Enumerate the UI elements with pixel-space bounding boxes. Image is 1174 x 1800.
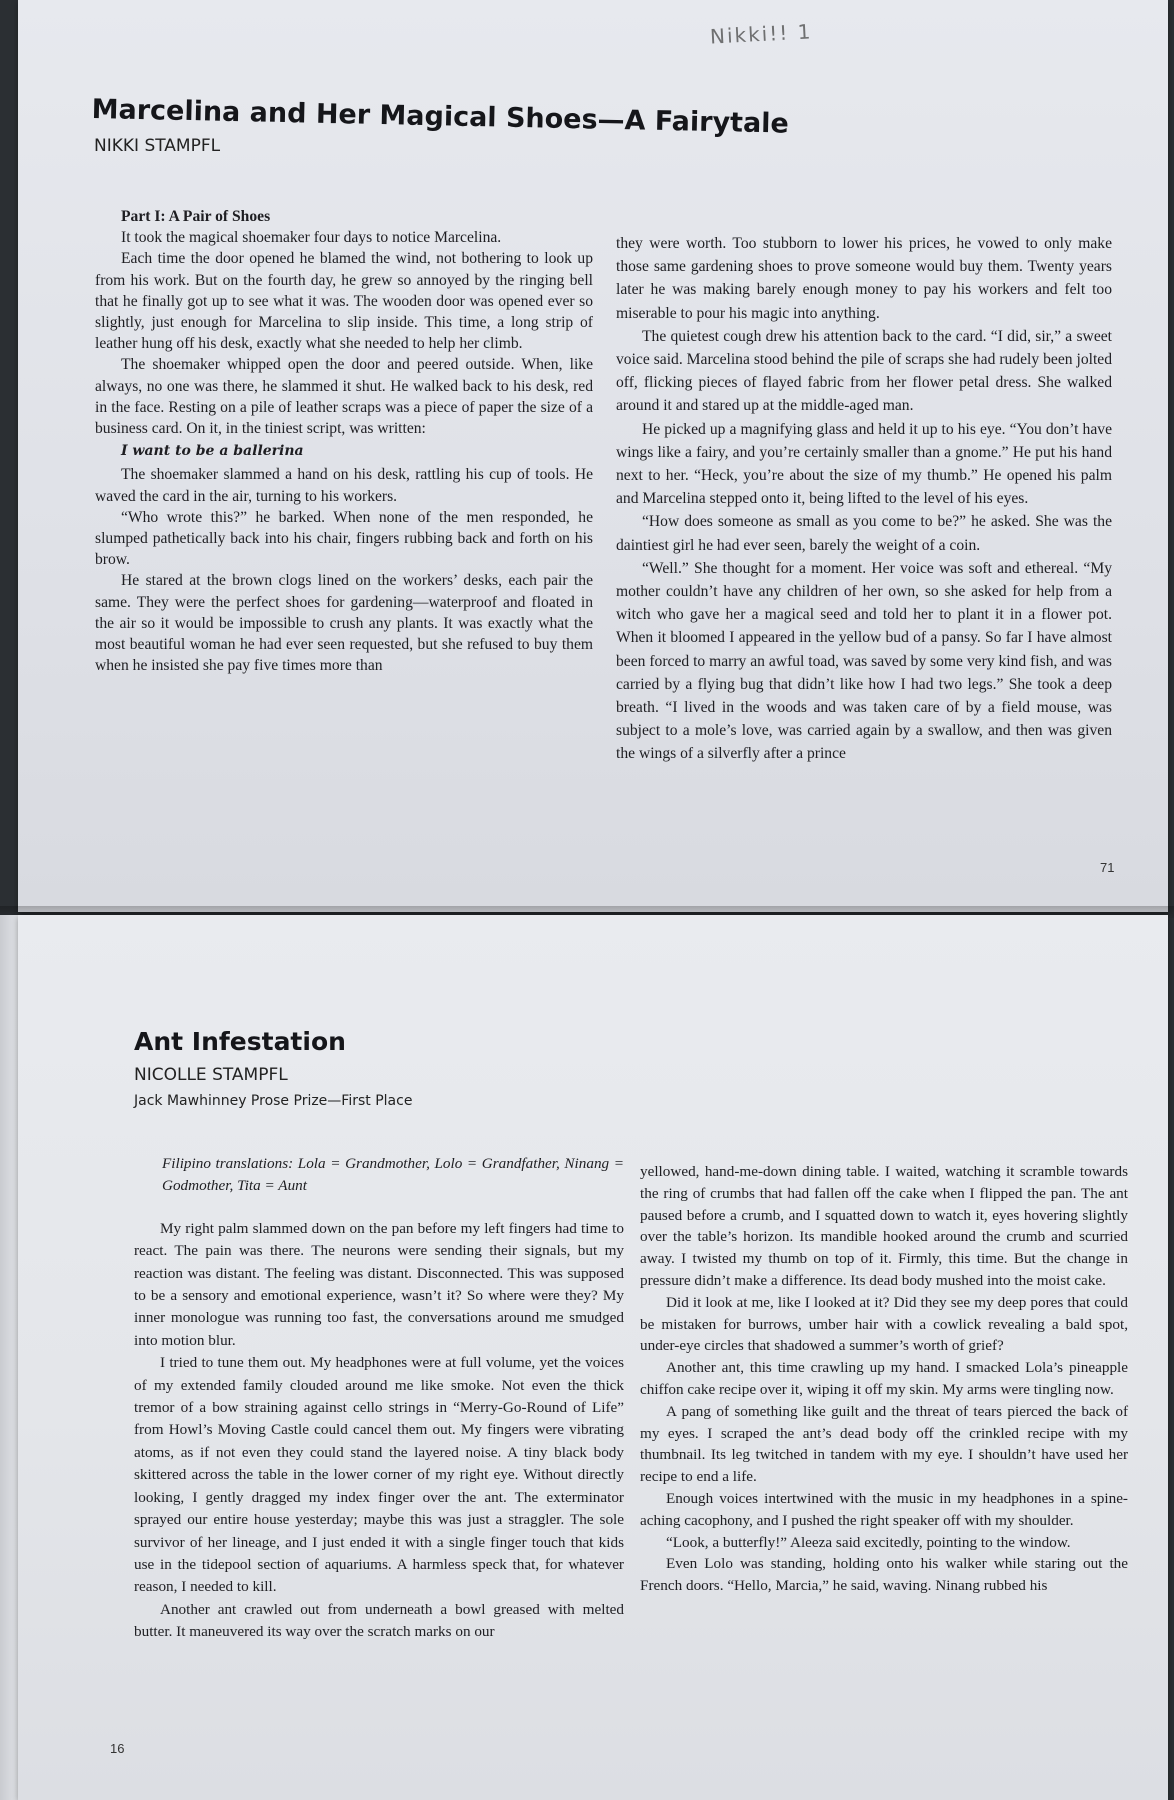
paragraph: Each time the door opened he blamed the wind, not bothering to look up from his work. But on the fourth day, he grew so annoyed by the ringing bell that he finally got up to see what it was. The wooden door was opened ever so slightly, just enough for Marcelina to slip inside. This time, a long strip of leather hung off his desk, exactly what she needed to help her climb. (95, 250, 593, 353)
handwritten-script-line: I want to be a ballerina (121, 443, 304, 460)
text-column-left (95, 206, 593, 676)
prize-subtitle: Jack Mawhinney Prose Prize—First Place (134, 1093, 413, 1109)
handwritten-note: Nikki!! 1 (709, 19, 813, 49)
paragraph: The quietest cough drew his attention back to the card. “I did, sir,” a sweet voice said. Marcelina stood behind the pile of scraps she had rudely been jolted off, flicking pieces of flayed fabric from her flower petal dress. She walked around it and stared up at the middle-aged man. (616, 327, 1112, 415)
translation-note: Filipino translations: Lola = Grandmother, Lolo = Grandfather, Ninang = Godmother, Tita = Aunt (162, 1155, 624, 1195)
paragraph: “How does someone as small as you come to be?” he asked. She was the daintiest girl he had ever seen, barely the weight of a coin. (616, 513, 1112, 554)
text-column-left (134, 1153, 624, 1644)
paragraph: A pang of something like guilt and the threat of tears pierced the back of my eyes. I scraped the ant’s dead body off the crinkled recipe with my thumbnail. Its leg twitched in tandem with my eye. I shouldn’t have used her recipe to end a life. (640, 1402, 1128, 1486)
paragraph: Another ant, this time crawling up my hand. I smacked Lola’s pineapple chiffon cake recipe over it, wiping it off my skin. My arms were tingling now. (640, 1359, 1128, 1398)
story-author: NIKKI STAMPFL (94, 136, 221, 156)
paragraph: My right palm slammed down on the pan before my left fingers had time to react. The pain was there. The neurons were sending their signals, but my reaction was distant. The feeling was distant. Disconnected. This was supposed to be a sensory and emotional experience, wasn’t it? So where were they? My inner monologue was running too fast, the conversations around me smudged into motion blur. (134, 1219, 624, 1349)
paragraph: The shoemaker whipped open the door and peered outside. When, like always, no one was there, he slammed it shut. He walked back to his desk, red in the face. Resting on a pile of leather scraps was a piece of paper the size of a business card. On it, in the tiniest script, was written: (95, 356, 593, 438)
paragraph: Did it look at me, like I looked at it? Did they see my deep pores that could be mistaken for burrows, umber hair with a cowlick revealing a bald spot, under-eye circles that shadowed a summer’s worth of grief? (640, 1293, 1128, 1355)
story-title: Marcelina and Her Magical Shoes—A Fairytale (91, 94, 790, 140)
paragraph: It took the magical shoemaker four days to notice Marcelina. (121, 229, 502, 247)
paragraph: yellowed, hand-me-down dining table. I waited, watching it scramble towards the ring of crumbs that had fallen off the cake when I flipped the pan. The ant paused before a crumb, and I squatted down to watch it, eyes hovering slightly over the table’s horizon. Its mandible hooked around the crumb and scurried away. I twisted my thumb on top of it. Firmly, this time. But the change in pressure didn’t make a difference. Its dead body mushed into the moist cake. (640, 1163, 1128, 1289)
story-title: Ant Infestation (134, 1027, 346, 1056)
paragraph: Another ant crawled out from underneath a bowl greased with melted butter. It maneuvered its way over the scratch marks on our (134, 1600, 624, 1641)
text-column-right (616, 232, 1112, 766)
story-author: NICOLLE STAMPFL (134, 1065, 288, 1085)
paragraph: “Well.” She thought for a moment. Her voice was soft and ethereal. “My mother couldn’t have any children of her own, so she asked for help from a witch who gave her a magical seed and told her to plant it in a flower pot. When it bloomed I appeared in the yellow bud of a pansy. So far I have almost been forced to marry an awful toad, was saved by some very kind fish, and was carried by a flying bug that didn’t like how I had two legs.” She took a deep breath. “I lived in the woods and was taken care of by a field mouse, was subject to a mole’s love, was carried again by a swallow, and then was given the wings of a silverfly after a prince (616, 559, 1112, 763)
text-column-right (640, 1161, 1128, 1597)
paragraph: Enough voices intertwined with the music in my headphones in a spine-aching cacophony, and I pushed the right speaker off with my shoulder. (640, 1489, 1128, 1529)
paragraph: He stared at the brown clogs lined on the workers’ desks, each pair the same. They were the perfect shoes for gardening—waterproof and floated in the air so it would be impossible to crush any plants. It was exactly what the most beautiful woman he had ever seen requested, but she refused to buy them when he insisted she pay five times more than (95, 572, 593, 675)
paragraph: “Look, a butterfly!” Aleeza said excitedly, pointing to the window. (666, 1533, 1071, 1551)
magazine-page-16 (18, 915, 1168, 1800)
page-number: 16 (110, 1741, 125, 1756)
section-heading: Part I: A Pair of Shoes (121, 208, 271, 225)
paragraph: “Who wrote this?” he barked. When none of the men responded, he slumped pathetically back into his chair, fingers rubbing back and forth on his brow. (95, 508, 593, 569)
magazine-page-71 (18, 0, 1168, 912)
paragraph: I tried to tune them out. My headphones were at full volume, yet the voices of my extended family clouded around me like smoke. Not even the thick tremor of a bow straining against cello strings in “Merry-Go-Round of Life” from Howl’s Moving Castle could cancel them out. My fingers were vibrating atoms, as if not even they could stand the layered noise. A tiny black body skittered across the table in the lower corner of my right eye. Without directly looking, I gently dragged my index finger over the ant. The exterminator sprayed our entire house yesterday; maybe this was just a straggler. The sole survivor of her lineage, and I just ended it with a single finger touch that kids use in the tidepool section of aquariums. A harmless speck that, for whatever reason, I needed to kill. (134, 1354, 624, 1596)
page-number: 71 (1100, 860, 1115, 875)
paragraph: they were worth. Too stubborn to lower his prices, he vowed to only make those same gardening shoes to prove someone would buy them. Twenty years later he was making barely enough money to pay his workers and felt too miserable to pour his magic into anything. (616, 235, 1112, 322)
paragraph: The shoemaker slammed a hand on his desk, rattling his cup of tools. He waved the card in the air, turning to his workers. (95, 466, 593, 505)
paragraph: He picked up a magnifying glass and held it up to his eye. “You don’t have wings like a fairy, and you’re certainly smaller than a gnome.” He put his hand next to her. “Heck, you’re about the size of my thumb.” He opened his palm and Marcelina stepped onto it, being lifted to the level of his eyes. (616, 420, 1112, 508)
page-edge (0, 915, 18, 1800)
paragraph: Even Lolo was standing, holding onto his walker while staring out the French doors. “Hello, Marcia,” he said, waving. Ninang rubbed his (640, 1555, 1128, 1595)
